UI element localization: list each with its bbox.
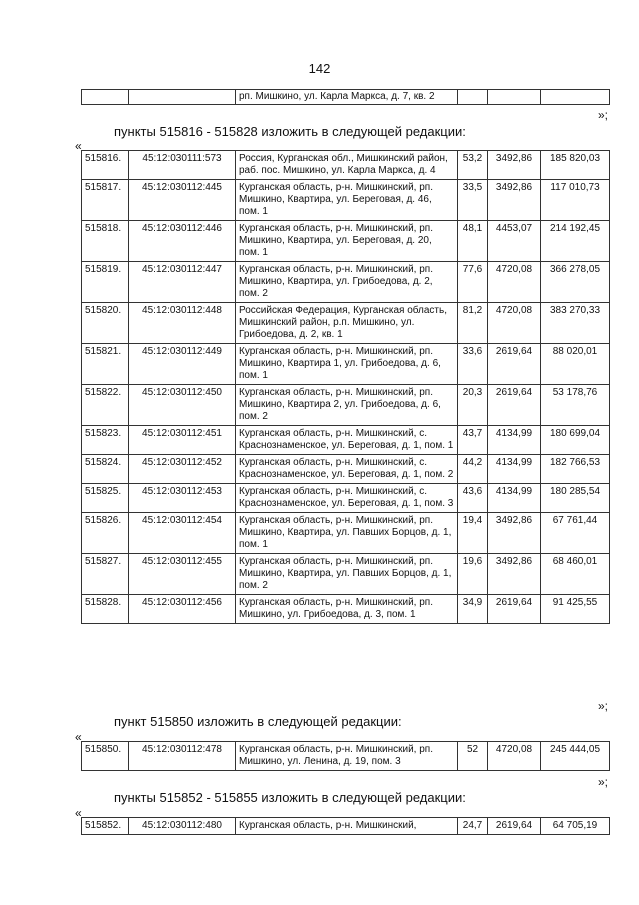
cell-cost: 383 270,33: [541, 303, 610, 344]
cell-price: 4453,07: [488, 221, 541, 262]
cell-area: 43,6: [458, 484, 488, 513]
closing-quote: »;: [598, 775, 609, 789]
cell-area: 44,2: [458, 455, 488, 484]
cell-price: 4134,99: [488, 426, 541, 455]
cell-number: 515828.: [82, 595, 129, 624]
cell-price: 2619,64: [488, 595, 541, 624]
table-row: [82, 344, 610, 385]
cell-area: 33,5: [458, 180, 488, 221]
table-row: [82, 426, 610, 455]
cell-area: 20,3: [458, 385, 488, 426]
table-row: [82, 151, 610, 180]
cell-cost: 64 705,19: [541, 818, 610, 835]
cell-cadastral-number: 45:12:030112:447: [129, 262, 236, 303]
cell-cadastral-number: 45:12:030111:573: [129, 151, 236, 180]
cell-area: 81,2: [458, 303, 488, 344]
cell-number: 515818.: [82, 221, 129, 262]
table-row: [82, 385, 610, 426]
cell-number: 515817.: [82, 180, 129, 221]
table-row: [82, 513, 610, 554]
section-heading: пункты 515816 - 515828 изложить в следующей редакции:: [114, 124, 466, 139]
cell-cost: 182 766,53: [541, 455, 610, 484]
cell-address: Курганская область, р-н. Мишкинский, рп. Мишкино, Квартира, ул. Береговая, д. 46, пом. 1: [236, 180, 458, 221]
table-row: [82, 818, 610, 835]
cell-cost: 180 285,54: [541, 484, 610, 513]
cell-cost: 91 425,55: [541, 595, 610, 624]
cell-number: 515824.: [82, 455, 129, 484]
cell-number: 515821.: [82, 344, 129, 385]
section-heading: пункты 515852 - 515855 изложить в следующей редакции:: [114, 790, 466, 805]
cell-cadastral-number: 45:12:030112:480: [129, 818, 236, 835]
table-row: [82, 90, 610, 105]
table-top-continuation: [81, 89, 610, 105]
cell-cost: 117 010,73: [541, 180, 610, 221]
opening-quote: «: [75, 806, 82, 820]
cell-address: Курганская область, р-н. Мишкинский, рп. Мишкино, Квартира, ул. Береговая, д. 20, пом. 1: [236, 221, 458, 262]
cell-area: 53,2: [458, 151, 488, 180]
cell-area: 43,7: [458, 426, 488, 455]
cell-address: рп. Мишкино, ул. Карла Маркса, д. 7, кв. 2: [236, 90, 458, 105]
cell-area: [458, 90, 488, 105]
cell-cadastral-number: 45:12:030112:451: [129, 426, 236, 455]
cell-address: Российская Федерация, Курганская область, Мишкинский район, р.п. Мишкино, ул. Грибоедова, д. 2, кв. 1: [236, 303, 458, 344]
cell-price: 2619,64: [488, 385, 541, 426]
table-row: [82, 180, 610, 221]
cell-cost: [541, 90, 610, 105]
cell-price: 3492,86: [488, 151, 541, 180]
cell-cadastral-number: 45:12:030112:455: [129, 554, 236, 595]
cell-cadastral-number: 45:12:030112:456: [129, 595, 236, 624]
cell-address: Курганская область, р-н. Мишкинский, рп. Мишкино, Квартира, ул. Павших Борцов, д. 1, пом. 1: [236, 513, 458, 554]
cell-price: 3492,86: [488, 180, 541, 221]
table-row: [82, 455, 610, 484]
cell-cost: 214 192,45: [541, 221, 610, 262]
cell-cadastral-number: 45:12:030112:448: [129, 303, 236, 344]
cell-area: 33,6: [458, 344, 488, 385]
table-row: [82, 484, 610, 513]
cell-cadastral-number: 45:12:030112:452: [129, 455, 236, 484]
cell-cadastral-number: 45:12:030112:446: [129, 221, 236, 262]
cell-area: 24,7: [458, 818, 488, 835]
cell-cost: 68 460,01: [541, 554, 610, 595]
section-heading: пункт 515850 изложить в следующей редакции:: [114, 714, 402, 729]
table-section-2: [81, 741, 610, 771]
table-row: [82, 595, 610, 624]
cell-number: 515819.: [82, 262, 129, 303]
cell-cost: 185 820,03: [541, 151, 610, 180]
table-row: [82, 262, 610, 303]
cell-cadastral-number: 45:12:030112:478: [129, 742, 236, 771]
cell-area: 34,9: [458, 595, 488, 624]
table-row: [82, 742, 610, 771]
closing-quote: »;: [598, 699, 609, 713]
cell-cost: 88 020,01: [541, 344, 610, 385]
table-section-3: [81, 817, 610, 835]
cell-price: [488, 90, 541, 105]
cell-address: Курганская область, р-н. Мишкинский, с. Краснознаменское, ул. Береговая, д. 1, пом. 1: [236, 426, 458, 455]
cell-cost: 53 178,76: [541, 385, 610, 426]
cell-cadastral-number: [129, 90, 236, 105]
cell-address: Курганская область, р-н. Мишкинский, рп. Мишкино, Квартира, ул. Грибоедова, д. 2, пом. 2: [236, 262, 458, 303]
table-section-1: [81, 150, 610, 624]
cell-address: Курганская область, р-н. Мишкинский, рп. Мишкино, Квартира 1, ул. Грибоедова, д. 6, пом. 1: [236, 344, 458, 385]
cell-number: 515822.: [82, 385, 129, 426]
opening-quote: «: [75, 730, 82, 744]
cell-address: Курганская область, р-н. Мишкинский, рп. Мишкино, ул. Ленина, д. 19, пом. 3: [236, 742, 458, 771]
cell-area: 19,6: [458, 554, 488, 595]
page-number: 142: [308, 61, 331, 76]
cell-price: 3492,86: [488, 513, 541, 554]
cell-area: 77,6: [458, 262, 488, 303]
cell-price: 4134,99: [488, 484, 541, 513]
table-row: [82, 303, 610, 344]
cell-address: Курганская область, р-н. Мишкинский, с. Краснознаменское, ул. Береговая, д. 1, пом. 3: [236, 484, 458, 513]
cell-number: 515820.: [82, 303, 129, 344]
table-row: [82, 554, 610, 595]
cell-number: 515827.: [82, 554, 129, 595]
cell-cost: 366 278,05: [541, 262, 610, 303]
cell-cadastral-number: 45:12:030112:445: [129, 180, 236, 221]
cell-price: 3492,86: [488, 554, 541, 595]
cell-number: 515850.: [82, 742, 129, 771]
cell-address: Курганская область, р-н. Мишкинский, рп. Мишкино, Квартира 2, ул. Грибоедова, д. 6, пом. 2: [236, 385, 458, 426]
cell-number: 515826.: [82, 513, 129, 554]
cell-address: Курганская область, р-н. Мишкинский, рп. Мишкино, Квартира, ул. Павших Борцов, д. 1, пом. 2: [236, 554, 458, 595]
cell-address: Курганская область, р-н. Мишкинский, с. Краснознаменское, ул. Береговая, д. 1, пом. 2: [236, 455, 458, 484]
table-row: [82, 221, 610, 262]
cell-number: 515852.: [82, 818, 129, 835]
opening-quote: «: [75, 139, 82, 153]
cell-cost: 67 761,44: [541, 513, 610, 554]
cell-cadastral-number: 45:12:030112:450: [129, 385, 236, 426]
cell-address: Россия, Курганская обл., Мишкинский район, раб. пос. Мишкино, ул. Карла Маркса, д. 4: [236, 151, 458, 180]
cell-cost: 180 699,04: [541, 426, 610, 455]
cell-number: [82, 90, 129, 105]
cell-price: 4720,08: [488, 742, 541, 771]
cell-price: 4134,99: [488, 455, 541, 484]
cell-number: 515823.: [82, 426, 129, 455]
closing-quote: »;: [598, 108, 609, 122]
cell-area: 19,4: [458, 513, 488, 554]
cell-cost: 245 444,05: [541, 742, 610, 771]
cell-cadastral-number: 45:12:030112:449: [129, 344, 236, 385]
cell-cadastral-number: 45:12:030112:454: [129, 513, 236, 554]
cell-number: 515816.: [82, 151, 129, 180]
cell-address: Курганская область, р-н. Мишкинский, рп. Мишкино, ул. Грибоедова, д. 3, пом. 1: [236, 595, 458, 624]
cell-area: 48,1: [458, 221, 488, 262]
cell-price: 4720,08: [488, 262, 541, 303]
cell-cadastral-number: 45:12:030112:453: [129, 484, 236, 513]
cell-price: 2619,64: [488, 818, 541, 835]
cell-number: 515825.: [82, 484, 129, 513]
cell-address: Курганская область, р-н. Мишкинский,: [236, 818, 458, 835]
cell-area: 52: [458, 742, 488, 771]
cell-price: 4720,08: [488, 303, 541, 344]
cell-price: 2619,64: [488, 344, 541, 385]
